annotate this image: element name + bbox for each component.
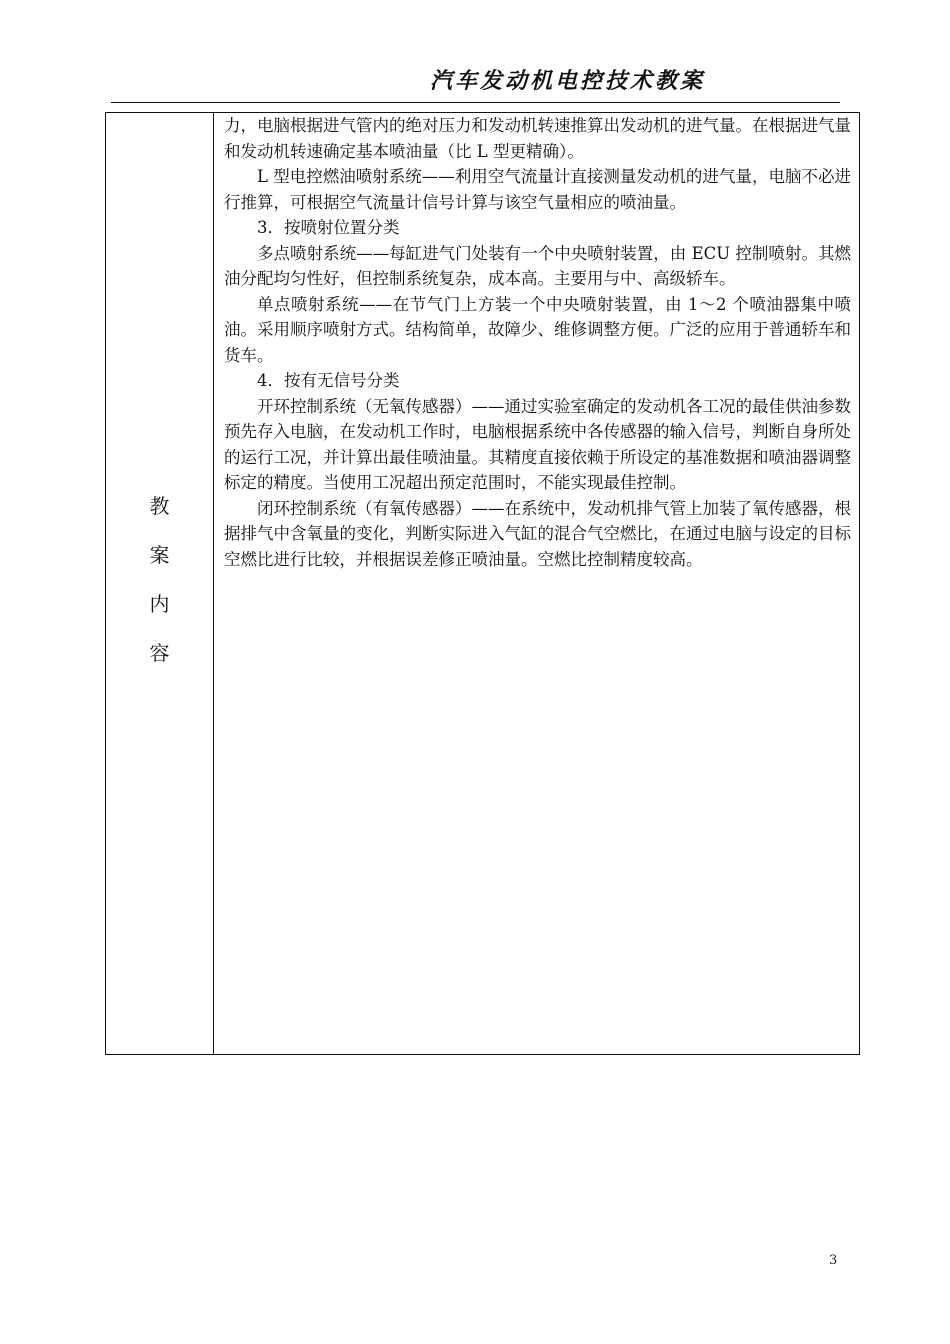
content-paragraph: L 型电控燃油喷射系统——利用空气流量计直接测量发动机的进气量，电脑不必进行推算，可根据空气流量计信号计算与该空气量相应的喷油量。 — [224, 167, 851, 212]
section-heading: 4．按有无信号分类 — [257, 371, 400, 390]
lesson-plan-table — [105, 112, 860, 1055]
lesson-content-cell — [214, 113, 859, 1054]
content-paragraph: 多点喷射系统——每缸进气门处装有一个中央喷射装置，由 ECU 控制喷射。其燃油分配均匀性好，但控制系统复杂，成本高。主要用与中、高级轿车。 — [224, 243, 851, 288]
content-paragraph: 闭环控制系统（有氧传感器）——在系统中，发动机排气管上加装了氧传感器，根据排气中含氧量的变化，判断实际进入气缸的混合气空燃比，在通过电脑与设定的目标空燃比进行比较，并根据误差修正喷油量。空燃比控制精度较高。 — [224, 498, 851, 569]
document-header-title: 汽车发动机电控技术教案 — [430, 68, 706, 94]
row-label — [106, 491, 213, 687]
row-label-cell — [106, 113, 214, 1054]
header-divider — [111, 102, 840, 103]
content-paragraph: 力，电脑根据进气管内的绝对压力和发动机转速推算出发动机的进气量。在根据进气量和发动机转速确定基本喷油量（比 L 型更精确）。 — [224, 116, 851, 161]
row-label-char: 案 — [149, 543, 170, 567]
content-paragraph: 开环控制系统（无氧传感器）——通过实验室确定的发动机各工况的最佳供油参数预先存入电脑，在发动机工作时，电脑根据系统中各传感器的输入信号，判断自身所处的运行工况，并计算出最佳喷油量。其精度直接依赖于所设定的基准数据和喷油器调整标定的精度。当使用工况超出预定范围时，不能实现最佳控制。 — [224, 396, 851, 492]
row-label-char: 教 — [149, 494, 170, 518]
page-number: 3 — [829, 1253, 838, 1268]
row-label-char: 内 — [149, 592, 170, 616]
content-paragraph: 单点喷射系统——在节气门上方装一个中央喷射装置，由 1～2 个喷油器集中喷油。采用顺序喷射方式。结构简单，故障少、维修调整方便。广泛的应用于普通轿车和货车。 — [224, 294, 851, 365]
row-label-char: 容 — [149, 641, 170, 665]
section-heading: 3．按喷射位置分类 — [257, 218, 400, 237]
